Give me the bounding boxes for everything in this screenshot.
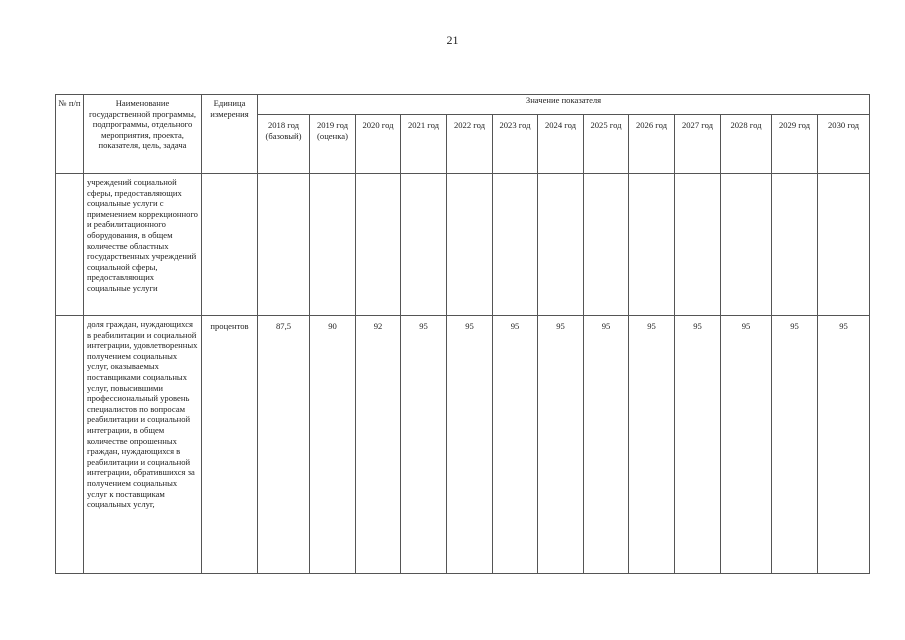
- header-year: 2021 год: [401, 115, 447, 174]
- header-year: 2026 год: [629, 115, 675, 174]
- header-unit: Единица измерения: [202, 95, 258, 174]
- header-year: 2023 год: [493, 115, 538, 174]
- table-row: [56, 316, 870, 574]
- page-number: 21: [446, 33, 459, 47]
- row-value: 95: [447, 316, 493, 574]
- row-value: [447, 174, 493, 316]
- header-year: 2019 год (оценка): [310, 115, 356, 174]
- header-year: 2024 год: [538, 115, 584, 174]
- row-value: [818, 174, 870, 316]
- row-value: 95: [629, 316, 675, 574]
- header-name: Наименование государственной программы, подпрограммы, отдельного мероприятия, проекта, показателя, цель, задача: [84, 95, 202, 174]
- row-value: 92: [356, 316, 401, 574]
- header-year: 2025 год: [584, 115, 629, 174]
- row-value: [356, 174, 401, 316]
- row-unit: [202, 174, 258, 316]
- header-number: № п/п: [56, 95, 84, 174]
- header-values-group: Значение показателя: [258, 95, 870, 115]
- header-year: 2027 год: [675, 115, 721, 174]
- row-unit: процентов: [202, 316, 258, 574]
- row-number: [56, 316, 84, 574]
- header-year: 2018 год (базовый): [258, 115, 310, 174]
- row-value: [675, 174, 721, 316]
- row-value: 95: [772, 316, 818, 574]
- row-value: 95: [493, 316, 538, 574]
- row-name: доля граждан, нуждающихся в реабилитации и социальной интеграции, удовлетворенных получением социальных услуг, оказываемых поставщиками социальных услуг, повысившими профессиональный уровень специалистов по вопросам реабилитации и социальной интеграции, в общем количестве опрошенных граждан, нуждающихся в реабилитации и социальной интеграции, обратившихся за получением социальных услуг к поставщикам социальных услуг,: [84, 316, 202, 574]
- row-value: 95: [401, 316, 447, 574]
- row-value: [493, 174, 538, 316]
- row-value: 95: [721, 316, 772, 574]
- row-value: [538, 174, 584, 316]
- table-row: [56, 174, 870, 316]
- row-value: [772, 174, 818, 316]
- row-value: [401, 174, 447, 316]
- row-value: 87,5: [258, 316, 310, 574]
- header-year: 2020 год: [356, 115, 401, 174]
- row-value: 95: [538, 316, 584, 574]
- indicator-table: [55, 94, 870, 574]
- row-value: 95: [584, 316, 629, 574]
- row-name: учреждений социальной сферы, предоставляющих социальные услуги с применением коррекционного и реабилитационного оборудования, в общем количестве областных государственных учреждений социальной сферы, предоставляющих социальные услуги: [84, 174, 202, 316]
- row-value: [721, 174, 772, 316]
- row-value: 95: [818, 316, 870, 574]
- header-year: 2030 год: [818, 115, 870, 174]
- row-value: 90: [310, 316, 356, 574]
- header-year: 2029 год: [772, 115, 818, 174]
- header-year: 2022 год: [447, 115, 493, 174]
- row-number: [56, 174, 84, 316]
- row-value: [310, 174, 356, 316]
- row-value: 95: [675, 316, 721, 574]
- row-value: [629, 174, 675, 316]
- row-value: [584, 174, 629, 316]
- row-value: [258, 174, 310, 316]
- header-year: 2028 год: [721, 115, 772, 174]
